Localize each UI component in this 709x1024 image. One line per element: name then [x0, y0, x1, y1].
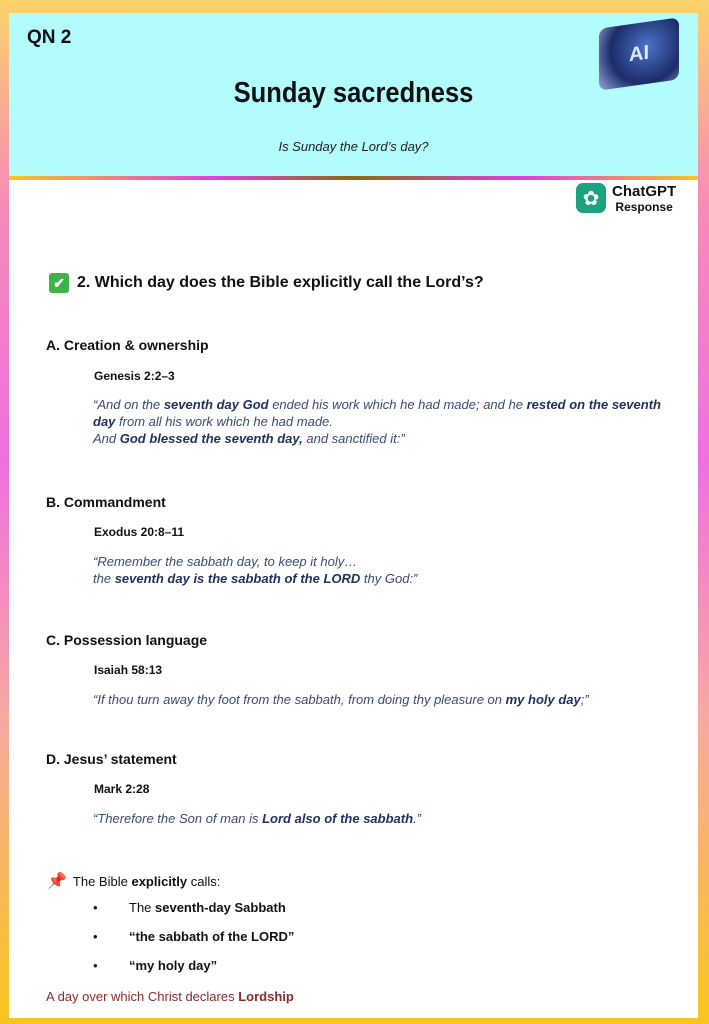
section-title: A. Creation & ownership — [46, 337, 209, 353]
chatgpt-logo-icon: ✿ — [576, 183, 606, 213]
scripture-ref: Genesis 2:2–3 — [94, 369, 175, 383]
page — [9, 13, 698, 1018]
scripture-quote: “If thou turn away thy foot from the sabbath, from doing thy pleasure on my holy day;” — [93, 692, 589, 707]
conclusion: A day over which Christ declares Lordship — [46, 989, 294, 1004]
section-title: D. Jesus’ statement — [46, 751, 177, 767]
list-item: • The seventh-day Sabbath — [93, 900, 286, 915]
scripture-ref: Exodus 20:8–11 — [94, 525, 185, 539]
chatgpt-badge — [576, 183, 676, 214]
ai-chip-image: AI — [599, 17, 679, 90]
badge-sub: Response — [615, 200, 673, 214]
list-item: • “the sabbath of the LORD” — [93, 929, 295, 944]
page-subtitle: Is Sunday the Lord’s day? — [278, 139, 429, 154]
check-mark-icon: ✔ — [49, 273, 69, 293]
header-divider — [9, 176, 698, 180]
scripture-quote: “Therefore the Son of man is Lord also of the sabbath.” — [93, 811, 422, 826]
scripture-ref: Mark 2:28 — [94, 782, 150, 796]
header-banner — [9, 13, 698, 178]
section-title: B. Commandment — [46, 494, 166, 510]
scripture-ref: Isaiah 58:13 — [94, 663, 163, 677]
list-item: • “my holy day” — [93, 958, 218, 973]
scripture-quote: “Remember the sabbath day, to keep it holy… the seventh day is the sabbath of the LORD thy God:” — [93, 554, 418, 586]
section-title: C. Possession language — [46, 632, 208, 648]
summary-note: 📌 The Bible explicitly calls: — [47, 873, 221, 890]
pushpin-icon: 📌 — [47, 873, 67, 890]
question-text: 2. Which day does the Bible explicitly call the Lord’s? — [77, 274, 484, 291]
badge-name: ChatGPT — [612, 183, 677, 200]
question-number: QN 2 — [27, 27, 72, 48]
scripture-quote: “And on the seventh day God ended his work which he had made; and he rested on the seventh day from all his work which he had made. And God blessed the seventh day, and sanctified it:” — [93, 397, 661, 446]
question-heading — [49, 273, 484, 293]
page-title: Sunday sacredness — [233, 77, 474, 109]
